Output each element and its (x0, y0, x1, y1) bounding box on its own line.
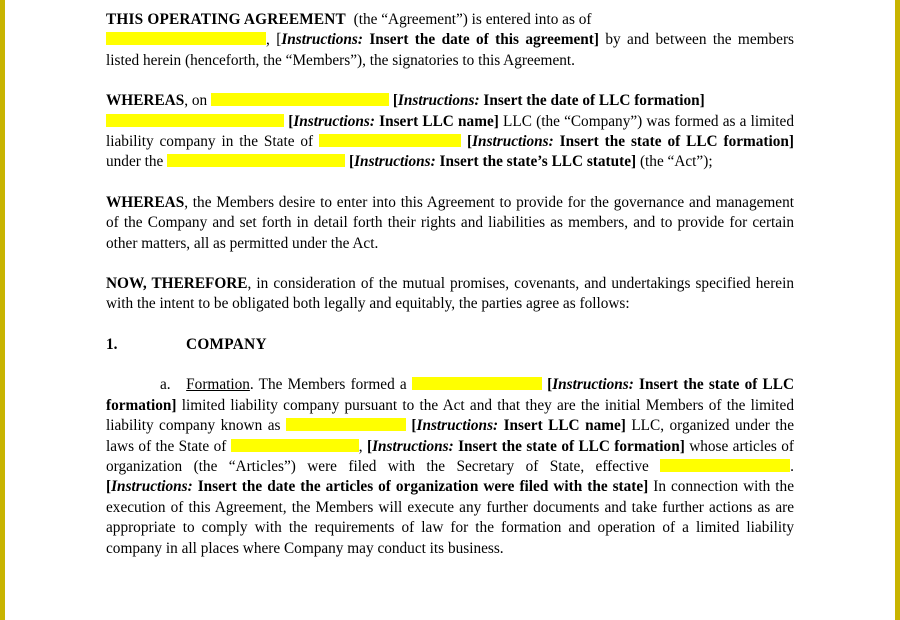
whereas-lead-1: WHEREAS (106, 92, 185, 110)
paragraph-now-therefore (106, 274, 794, 315)
now-therefore-lead: NOW, THEREFORE (106, 275, 248, 293)
whereas-text-1: , on (184, 92, 208, 110)
opening-lead-text: THIS OPERATING AGREEMENT (106, 11, 346, 28)
page-border-right (895, 0, 900, 620)
subsection-heading-formation: Formation (186, 376, 250, 394)
opening-text-1: (the “Agreement”) is entered into as of (353, 11, 592, 28)
instruction-articles-filing-date: [Instructions: Insert the date the articles of organization were filed with the state] (106, 478, 649, 496)
section-title: COMPANY (186, 335, 267, 353)
blank-field-articles-filing-date[interactable] (660, 459, 790, 472)
instruction-state-formation-1: [Instructions: Insert the state of LLC formation] (467, 133, 794, 151)
blank-field-state-formation-3[interactable] (231, 439, 359, 452)
formation-text-3: LLC, organized under the laws of the State of (106, 417, 794, 455)
blank-field-agreement-date[interactable] (106, 32, 266, 45)
subsection-letter: a. (160, 376, 171, 394)
section-number: 1. (106, 335, 118, 353)
whereas-text-4: (the “Act”); (636, 153, 713, 171)
whereas-governance-text: , the Members desire to enter into this Agreement to provide for the governance and management of the Company and set forth in detail forth their rights and liabilities as members, and to provide for certain other matters, all as permitted under the Act. (106, 193, 794, 252)
opening-text-3: by and between the members listed herein (henceforth, the “Members”), the signatories to this Agreement. (106, 31, 794, 69)
subsection-formation (106, 375, 794, 559)
blank-field-llc-formation-date[interactable] (211, 93, 389, 106)
formation-text-5: whose articles of organization (the “Articles”) were filed with the Secretary of State, effective (106, 437, 794, 475)
page-border-left (0, 0, 5, 620)
instruction-llc-name-1: [Instructions: Insert LLC name] (288, 112, 499, 130)
paragraph-recital-opening (106, 10, 794, 71)
instruction-llc-statute: [Instructions: Insert the state’s LLC statute] (349, 153, 637, 171)
blank-field-state-formation-2[interactable] (412, 377, 542, 390)
section-heading-company (106, 335, 794, 355)
instruction-llc-name-2: [Instructions: Insert LLC name] (411, 417, 626, 435)
instruction-state-formation-2: [Instructions: Insert the state of LLC formation] (106, 376, 794, 414)
blank-field-llc-name-2[interactable] (286, 418, 406, 431)
formation-text-2: limited liability company pursuant to the Act and that they are the initial Members of the limited liability company known as (106, 396, 794, 435)
blank-field-llc-name-1[interactable] (106, 114, 284, 127)
formation-text-6: . (790, 457, 794, 475)
opening-text-2: , [ (266, 31, 282, 49)
paragraph-whereas-governance (106, 193, 794, 254)
instruction-llc-formation-date: [Instructions: Insert the date of LLC formation] (392, 92, 705, 110)
document-body (106, 10, 794, 559)
paragraph-whereas-formation (106, 91, 794, 173)
formation-text-1: . The Members formed a (249, 376, 407, 394)
formation-text-4: , (358, 437, 363, 455)
instruction-state-formation-3: [Instructions: Insert the state of LLC formation] (366, 437, 685, 455)
instruction-agreement-date: Instructions: Insert the date of this agreement] (281, 31, 599, 49)
whereas-text-3: under the (106, 153, 164, 171)
now-therefore-text: , in consideration of the mutual promises, covenants, and undertakings specified herein with the intent to be obligated both legally and equitably, the parties agree as follows: (106, 275, 794, 313)
blank-field-llc-statute[interactable] (167, 154, 345, 167)
blank-field-state-formation-1[interactable] (319, 134, 461, 147)
whereas-text-2: LLC (the “Company”) was formed as a limited liability company in the State of (106, 112, 794, 151)
whereas-lead-2: WHEREAS (106, 193, 185, 211)
formation-text-7: In connection with the execution of this Agreement, the Members will execute any further documents and take further actions as are appropriate to comply with the requirements of law for the formation and operation of a limited liability company in all places where Company may conduct its business. (106, 478, 794, 557)
